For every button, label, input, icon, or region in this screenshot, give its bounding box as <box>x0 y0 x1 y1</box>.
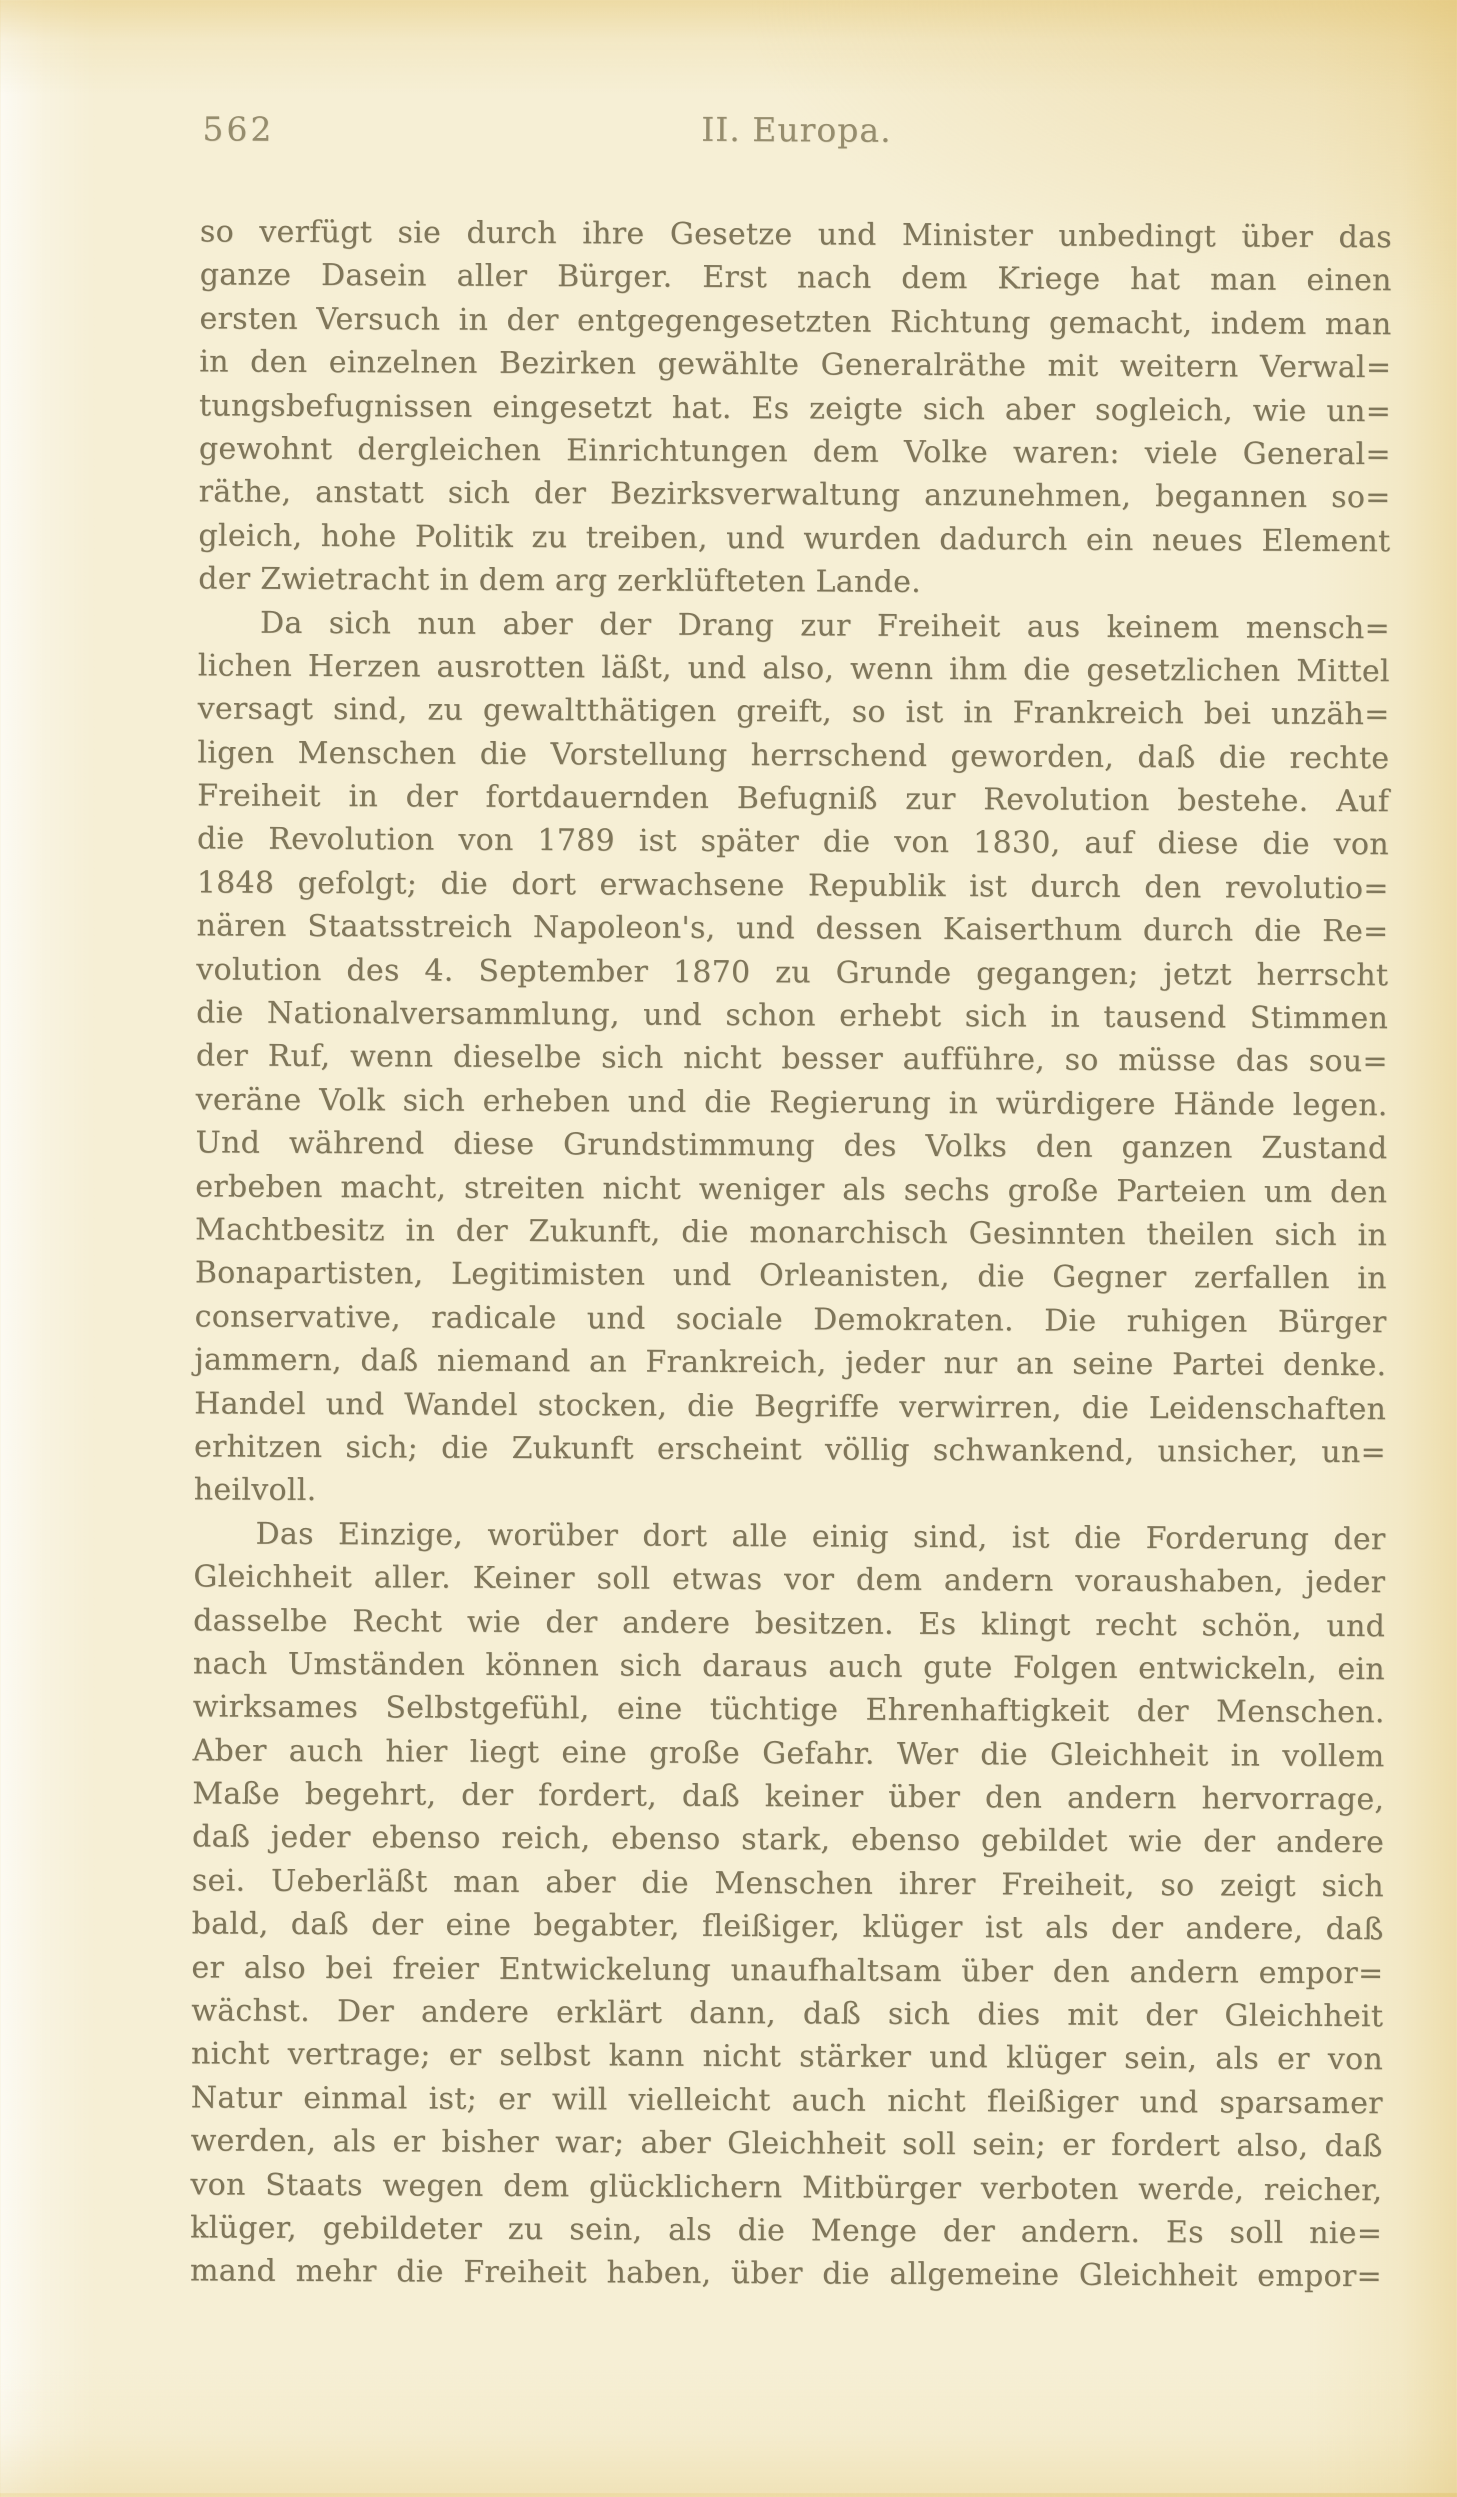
text-line: ersten Versuch in der entgegengesetzten Richtung gemacht, indem man <box>199 301 1392 343</box>
text-line: Bonapartisten, Legitimisten und Orleanisten, die Gegner zerfallen in <box>194 1255 1387 1297</box>
text-line: wirksames Selbstgefühl, eine tüchtige Ehrenhaftigkeit der Menschen. <box>192 1689 1385 1731</box>
text-line: in den einzelnen Bezirken gewählte Generalräthe mit weitern Verwal= <box>199 344 1392 386</box>
text-line: Und während diese Grundstimmung des Volks den ganzen Zustand <box>195 1125 1388 1167</box>
text-line: so verfügt sie durch ihre Gesetze und Minister unbedingt über das <box>199 214 1393 256</box>
page-header <box>200 107 1392 161</box>
text-line: nach Umständen können sich daraus auch gute Folgen entwickeln, ein <box>192 1646 1386 1688</box>
text-line: klüger, gebildeter zu sein, als die Menge der andern. Es soll nie= <box>190 2210 1383 2252</box>
text-line: nären Staatsstreich Napoleon's, und dessen Kaiserthum durch die Re= <box>196 908 1389 950</box>
text-line: von Staats wegen dem glücklichern Mitbürger verboten werde, reicher, <box>190 2166 1383 2208</box>
text-line: versagt sind, zu gewaltthätigen greift, so ist in Frankreich bei unzäh= <box>197 691 1390 733</box>
text-line: er also bei freier Entwickelung unaufhaltsam über den andern empor= <box>191 1950 1384 1991</box>
text-line: Handel und Wandel stocken, die Begriffe verwirren, die Leidenschaften <box>194 1385 1387 1427</box>
text-line: erhitzen sich; die Zukunft erscheint völlig schwankend, unsicher, un= <box>193 1429 1387 1471</box>
text-line: Aber auch hier liegt eine große Gefahr. Wer die Gleichheit in vollem <box>192 1733 1385 1774</box>
text-line: dasselbe Recht wie der andere besitzen. Es klingt recht schön, und <box>193 1602 1386 1644</box>
text-line: jammern, daß niemand an Frankreich, jeder nur an seine Partei denke. <box>194 1342 1387 1384</box>
text-line: die Revolution von 1789 ist später die von 1830, auf diese die von <box>196 821 1390 863</box>
text-line: volution des 4. September 1870 zu Grunde gegangen; jetzt herrscht <box>196 952 1389 993</box>
text-line: Freiheit in der fortdauernden Befugniß zur Revolution bestehe. Auf <box>197 778 1390 820</box>
text-line: die Nationalversammlung, und schon erhebt sich in tausend Stimmen <box>196 995 1389 1037</box>
text-line: Das Einzige, worüber dort alle einig sind, ist die Forderung der <box>255 1516 1386 1557</box>
text-line: gewohnt dergleichen Einrichtungen dem Volke waren: viele General= <box>198 431 1391 473</box>
text-line: daß jeder ebenso reich, ebenso stark, ebenso gebildet wie der andere <box>192 1819 1385 1861</box>
text-line: ganze Dasein aller Bürger. Erst nach dem Kriege hat man einen <box>199 257 1392 299</box>
text-line: ligen Menschen die Vorstellung herrschend geworden, daß die rechte <box>197 735 1390 776</box>
text-line: der Ruf, wenn dieselbe sich nicht besser aufführe, so müsse das sou= <box>195 1038 1388 1080</box>
text-line: Machtbesitz in der Zukunft, die monarchisch Gesinnten theilen sich in <box>194 1212 1388 1254</box>
text-line: Gleichheit aller. Keiner soll etwas vor dem andern voraushaben, jeder <box>193 1559 1386 1601</box>
text-line: bald, daß der eine begabter, fleißiger, klüger ist als der andere, daß <box>191 1906 1384 1948</box>
text-line: gleich, hohe Politik zu treiben, und wurden dadurch ein neues Element <box>198 518 1391 559</box>
text-line: der Zwietracht in dem arg zerklüfteten Lande. <box>198 561 922 601</box>
page-number: 562 <box>202 109 275 149</box>
text-line: erbeben macht, streiten nicht weniger als sechs große Parteien um den <box>195 1168 1388 1210</box>
text-line: nicht vertrage; er selbst kann nicht stärker und klüger sein, als er von <box>190 2036 1384 2078</box>
text-block <box>190 210 1392 2299</box>
text-line: sei. Ueberläßt man aber die Menschen ihrer Freiheit, so zeigt sich <box>191 1863 1384 1905</box>
text-line: heilvoll. <box>193 1472 317 1509</box>
text-line: Maße begehrt, der fordert, daß keiner über den andern hervorrage, <box>192 1776 1385 1818</box>
text-line: tungsbefugnissen eingesetzt hat. Es zeigte sich aber sogleich, wie un= <box>199 387 1392 429</box>
text-line: veräne Volk sich erheben und die Regierung in würdigere Hände legen. <box>195 1082 1388 1124</box>
text-line: Natur einmal ist; er will vielleicht auch nicht fleißiger und sparsamer <box>190 2080 1383 2122</box>
text-line: werden, als er bisher war; aber Gleichheit soll sein; er fordert also, daß <box>190 2123 1383 2165</box>
text-line: 1848 gefolgt; die dort erwachsene Republik ist durch den revolutio= <box>196 865 1389 907</box>
text-line: wächst. Der andere erklärt dann, daß sich dies mit der Gleichheit <box>191 1993 1384 2035</box>
text-line: lichen Herzen ausrotten läßt, und also, wenn ihm die gesetzlichen Mittel <box>197 648 1390 690</box>
text-line: Da sich nun aber der Drang zur Freiheit aus keinem mensch= <box>259 605 1391 646</box>
text-line: conservative, radicale und sociale Demokraten. Die ruhigen Bürger <box>194 1299 1387 1340</box>
text-line: mand mehr die Freiheit haben, über die allgemeine Gleichheit empor= <box>189 2253 1383 2295</box>
running-title: II. Europa. <box>701 109 892 150</box>
text-line: räthe, anstatt sich der Bezirksverwaltung anzunehmen, begannen so= <box>198 474 1391 516</box>
